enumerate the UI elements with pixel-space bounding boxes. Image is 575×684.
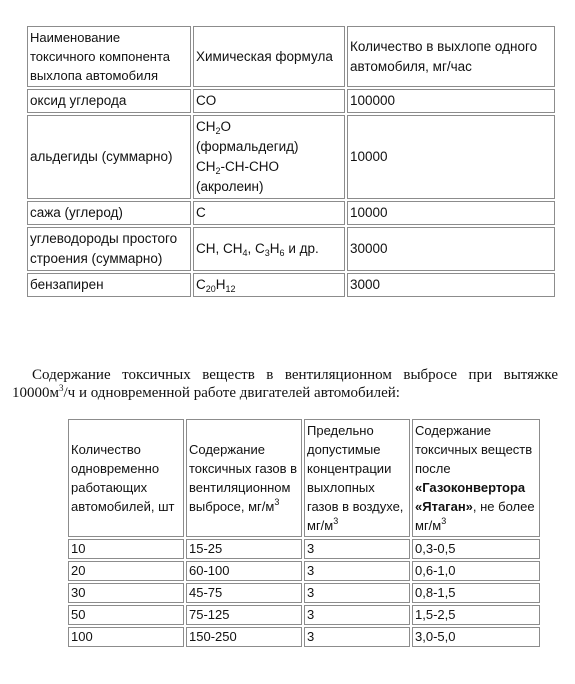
cell-formula: $C_{20}H_{12}$ xyxy=(193,273,345,297)
header-component-name: Наименование токсичного компонента выхлопа автомобиля xyxy=(27,26,191,87)
cell-formula: CH, $CH_4$, $C_3H_6$ и др. xyxy=(193,227,345,271)
cell-count: 20 xyxy=(68,561,184,581)
cell-content: 60-100 xyxy=(186,561,302,581)
table-row xyxy=(68,539,540,559)
table-row xyxy=(68,627,540,647)
table-row xyxy=(68,605,540,625)
cell-after: 0,8-1,5 xyxy=(412,583,540,603)
toxic-components-table xyxy=(25,24,557,299)
emission-table xyxy=(66,417,542,649)
header-after-converter: Содержание токсичных веществ после «Газоконвертора «Ятаган», не более $мг/м^3$ xyxy=(412,419,540,537)
table-row xyxy=(27,115,555,199)
header-chemical-formula: Химическая формула xyxy=(193,26,345,87)
cell-component: углеводороды простого строения (суммарно) xyxy=(27,227,191,271)
cell-component: сажа (углерод) xyxy=(27,201,191,225)
cell-content: 15-25 xyxy=(186,539,302,559)
table-row xyxy=(68,561,540,581)
cell-formula: C xyxy=(193,201,345,225)
header-exhaust-amount: Количество в выхлопе одного автомобиля, мг/час xyxy=(347,26,555,87)
paragraph-line-1: Содержание токсичных веществ в вентиляционном выбросе при вытяжке xyxy=(32,367,558,383)
cell-count: 30 xyxy=(68,583,184,603)
cell-count: 50 xyxy=(68,605,184,625)
cell-content: 75-125 xyxy=(186,605,302,625)
cell-formula: $CH_2O$ (формальдегид) $CH_2-CH$-CHO (акролеин) xyxy=(193,115,345,199)
table-row xyxy=(27,201,555,225)
cell-content: 150-250 xyxy=(186,627,302,647)
table-row xyxy=(27,273,555,297)
cell-amount: 3000 xyxy=(347,273,555,297)
cell-after: 1,5-2,5 xyxy=(412,605,540,625)
cell-count: 10 xyxy=(68,539,184,559)
cell-limit: 3 xyxy=(304,561,410,581)
cell-after: 0,6-1,0 xyxy=(412,561,540,581)
cell-amount: 10000 xyxy=(347,201,555,225)
cell-formula: CO xyxy=(193,89,345,113)
header-limit-concentration: Предельно допустимые концентрации выхлопных газов в воздухе, $мг/м^3$ xyxy=(304,419,410,537)
paragraph-line-2: $10000м^3/ч$ и одновременной работе двигателей автомобилей: xyxy=(12,383,400,401)
cell-component: оксид углерода xyxy=(27,89,191,113)
header-gas-content: Содержание токсичных газов в вентиляционном выбросе, $мг/м^3$ xyxy=(186,419,302,537)
cell-amount: 10000 xyxy=(347,115,555,199)
table-row xyxy=(68,583,540,603)
cell-component: бензапирен xyxy=(27,273,191,297)
cell-count: 100 xyxy=(68,627,184,647)
cell-content: 45-75 xyxy=(186,583,302,603)
cell-amount: 30000 xyxy=(347,227,555,271)
cell-component: альдегиды (суммарно) xyxy=(27,115,191,199)
table-row xyxy=(27,227,555,271)
cell-after: 3,0-5,0 xyxy=(412,627,540,647)
cell-amount: 100000 xyxy=(347,89,555,113)
cell-limit: 3 xyxy=(304,539,410,559)
table-header-row xyxy=(68,419,540,537)
cell-after: 0,3-0,5 xyxy=(412,539,540,559)
table-row xyxy=(27,89,555,113)
cell-limit: 3 xyxy=(304,627,410,647)
cell-limit: 3 xyxy=(304,583,410,603)
cell-limit: 3 xyxy=(304,605,410,625)
header-car-count: Количество одновременно работающих автомобилей, шт xyxy=(68,419,184,537)
body-paragraph xyxy=(12,366,558,402)
table-header-row xyxy=(27,26,555,87)
